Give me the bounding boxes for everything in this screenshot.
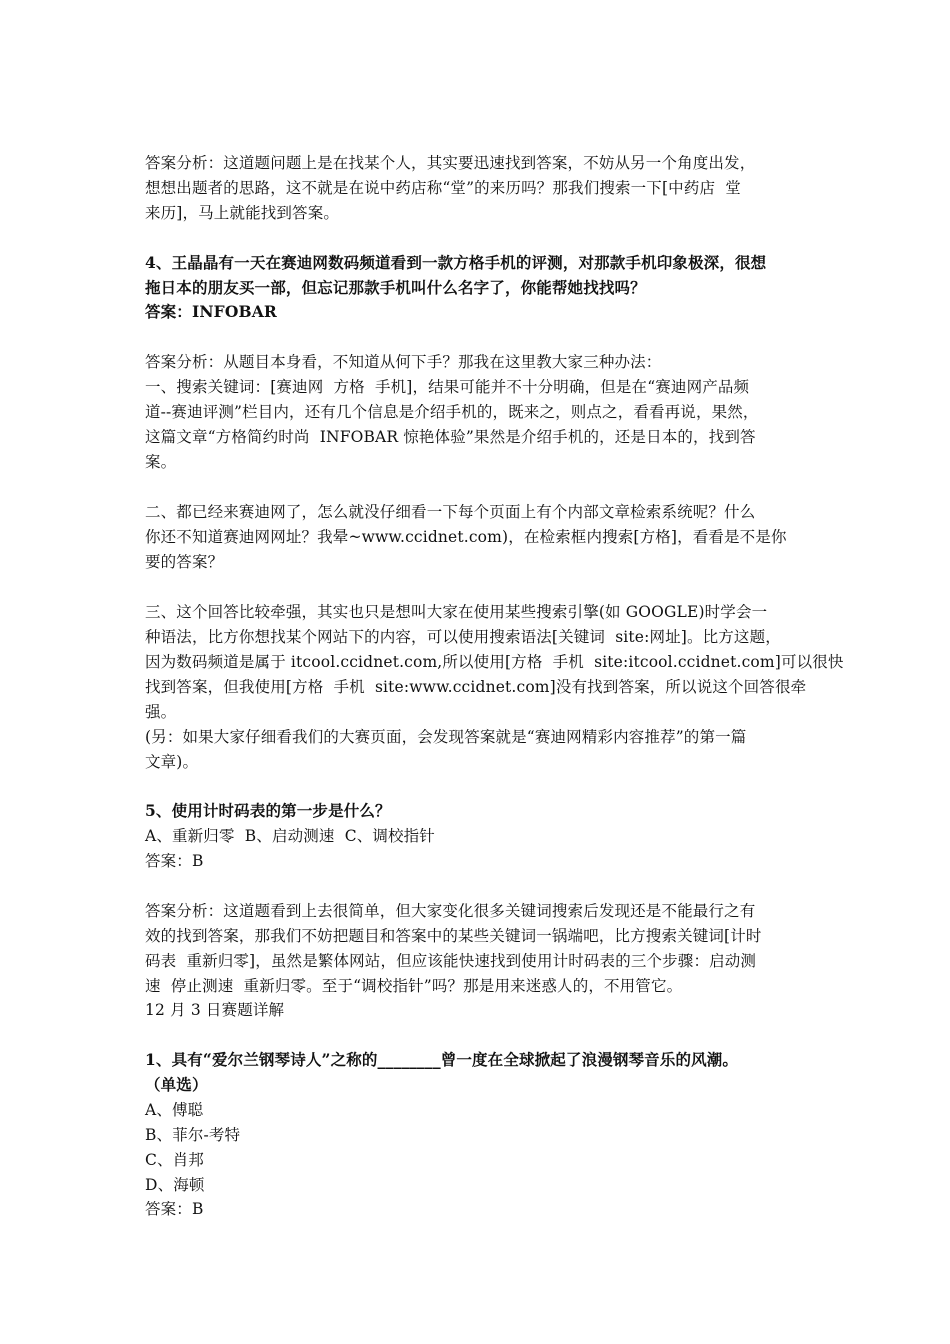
section-heading: 12 月 3 日赛题详解 bbox=[145, 1001, 285, 1019]
method-2-line-3: 要的答案？ bbox=[145, 553, 224, 571]
method-3-line-2: 种语法，比方你想找某个网站下的内容，可以使用搜索语法[关键词 site:网址]。比方这题， bbox=[145, 628, 781, 646]
question-5: 5、使用计时码表的第一步是什么？ bbox=[145, 801, 391, 820]
question-1-line-1: 1、具有“爱尔兰钢琴诗人”之称的________曾一度在全球掀起了浪漫钢琴音乐的风潮。 bbox=[145, 1050, 739, 1069]
question-1-line-2: （单选） bbox=[145, 1075, 208, 1094]
method-3-line-3: 因为数码频道是属于 itcool.ccidnet.com,所以使用[方格 手机 site:itcool.ccidnet.com]可以很快 bbox=[145, 653, 844, 671]
option-b: B、菲尔-考特 bbox=[145, 1126, 241, 1144]
analysis-q3-line-1: 答案分析：这道题问题上是在找某个人，其实要迅速找到答案，不妨从另一个角度出发， bbox=[145, 154, 756, 172]
method-1-line-3: 这篇文章“方格简约时尚 INFOBAR 惊艳体验”果然是介绍手机的，还是日本的，找到答 bbox=[145, 428, 756, 446]
option-d: D、海顿 bbox=[145, 1176, 205, 1194]
question-4-line-1: 4、王晶晶有一天在赛迪网数码频道看到一款方格手机的评测，对那款手机印象极深，很想 bbox=[145, 253, 767, 272]
method-1-line-4: 案。 bbox=[145, 453, 177, 471]
answer-5: 答案：B bbox=[145, 852, 204, 870]
answer-4: 答案：INFOBAR bbox=[145, 302, 277, 321]
method-1-line-1: 一、搜索关键词：[赛迪网 方格 手机]，结果可能并不十分明确，但是在“赛迪网产品频 bbox=[145, 378, 750, 396]
method-1-line-2: 道--赛迪评测”栏目内，还有几个信息是介绍手机的，既来之，则点之，看看再说，果然， bbox=[145, 403, 759, 421]
analysis-q4-intro: 答案分析：从题目本身看，不知道从何下手？那我在这里教大家三种办法： bbox=[145, 353, 662, 371]
note-line-2: 文章)。 bbox=[145, 753, 199, 771]
answer-1: 答案：B bbox=[145, 1200, 204, 1218]
analysis-q3-line-3: 来历]，马上就能找到答案。 bbox=[145, 204, 339, 222]
analysis-q5-line-4: 速 停止测速 重新归零。至于“调校指针”吗？那是用来迷惑人的，不用管它。 bbox=[145, 977, 683, 995]
question-5-options: A、重新归零 B、启动测速 C、调校指针 bbox=[145, 827, 435, 845]
analysis-q5-line-2: 效的找到答案，那我们不妨把题目和答案中的某些关键词一锅端吧，比方搜索关键词[计时 bbox=[145, 927, 762, 945]
option-a: A、傅聪 bbox=[145, 1101, 204, 1119]
question-4-line-2: 拖日本的朋友买一部，但忘记那款手机叫什么名字了，你能帮她找找吗？ bbox=[145, 278, 646, 297]
method-3-line-1: 三、这个回答比较牵强，其实也只是想叫大家在使用某些搜索引擎(如 GOOGLE)时学会一 bbox=[145, 603, 768, 621]
analysis-q3-line-2: 想想出题者的思路，这不就是在说中药店称“堂”的来历吗？那我们搜索一下[中药店 堂 bbox=[145, 179, 741, 197]
option-c: C、肖邦 bbox=[145, 1151, 204, 1169]
analysis-q5-line-1: 答案分析：这道题看到上去很简单，但大家变化很多关键词搜索后发现还是不能最行之有 bbox=[145, 902, 756, 920]
method-3-line-4: 找到答案，但我使用[方格 手机 site:www.ccidnet.com]没有找到答案，所以说这个回答很牵 bbox=[145, 678, 807, 696]
analysis-q5-line-3: 码表 重新归零]，虽然是繁体网站，但应该能快速找到使用计时码表的三个步骤：启动测 bbox=[145, 952, 757, 970]
note-line-1: (另：如果大家仔细看我们的大赛页面，会发现答案就是“赛迪网精彩内容推荐”的第一篇 bbox=[145, 728, 747, 746]
method-2-line-1: 二、都已经来赛迪网了，怎么就没仔细看一下每个页面上有个内部文章检索系统呢？什么 bbox=[145, 503, 756, 521]
method-2-line-2: 你还不知道赛迪网网址？我晕~www.ccidnet.com)，在检索框内搜索[方格]，看看是不是你 bbox=[145, 528, 787, 546]
method-3-line-5: 强。 bbox=[145, 703, 177, 721]
